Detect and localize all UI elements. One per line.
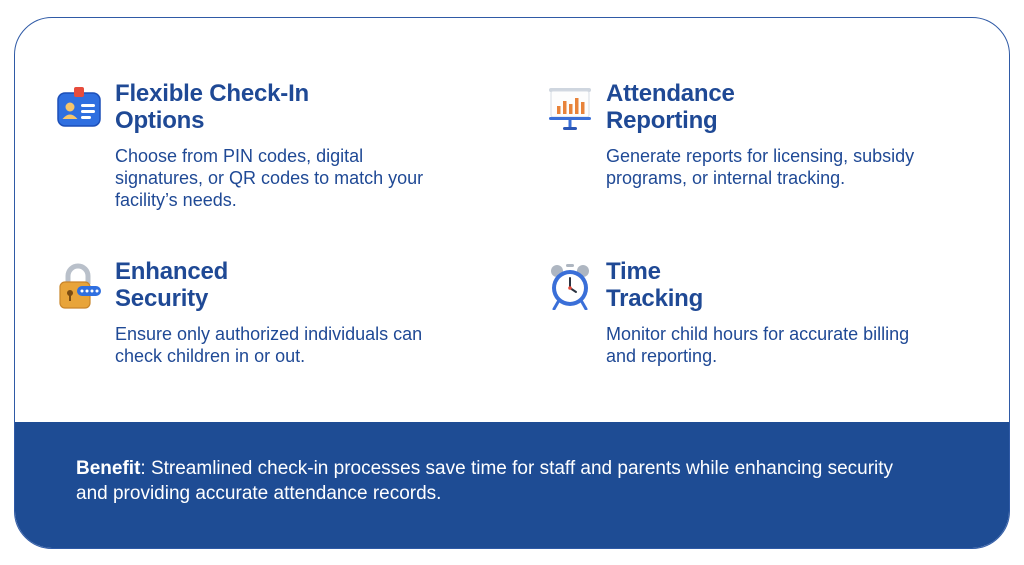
feature-title: Time Tracking [606, 258, 704, 312]
feature-title: Enhanced Security [115, 258, 229, 312]
padlock-password-icon [55, 262, 103, 310]
feature-card [14, 17, 1010, 549]
feature-description: Choose from PIN codes, digital signatures, or QR codes to match your facility’s needs. [115, 146, 424, 210]
feature-description: Generate reports for licensing, subsidy programs, or internal tracking. [606, 146, 915, 188]
benefit-body: : Streamlined check-in processes save time for staff and parents while enhancing security and providing accurate attendance records. [76, 458, 894, 504]
benefit-text [76, 456, 906, 506]
alarm-clock-icon [546, 262, 594, 310]
id-badge-icon [55, 84, 103, 132]
feature-title: Flexible Check-In Options [115, 80, 309, 134]
benefit-banner [15, 422, 1009, 549]
feature-description: Ensure only authorized individuals can check children in or out. [115, 324, 423, 366]
feature-title: Attendance Reporting [606, 80, 735, 134]
feature-description: Monitor child hours for accurate billing and reporting. [606, 324, 910, 366]
benefit-label: Benefit [76, 458, 141, 479]
bar-chart-board-icon [546, 84, 594, 132]
